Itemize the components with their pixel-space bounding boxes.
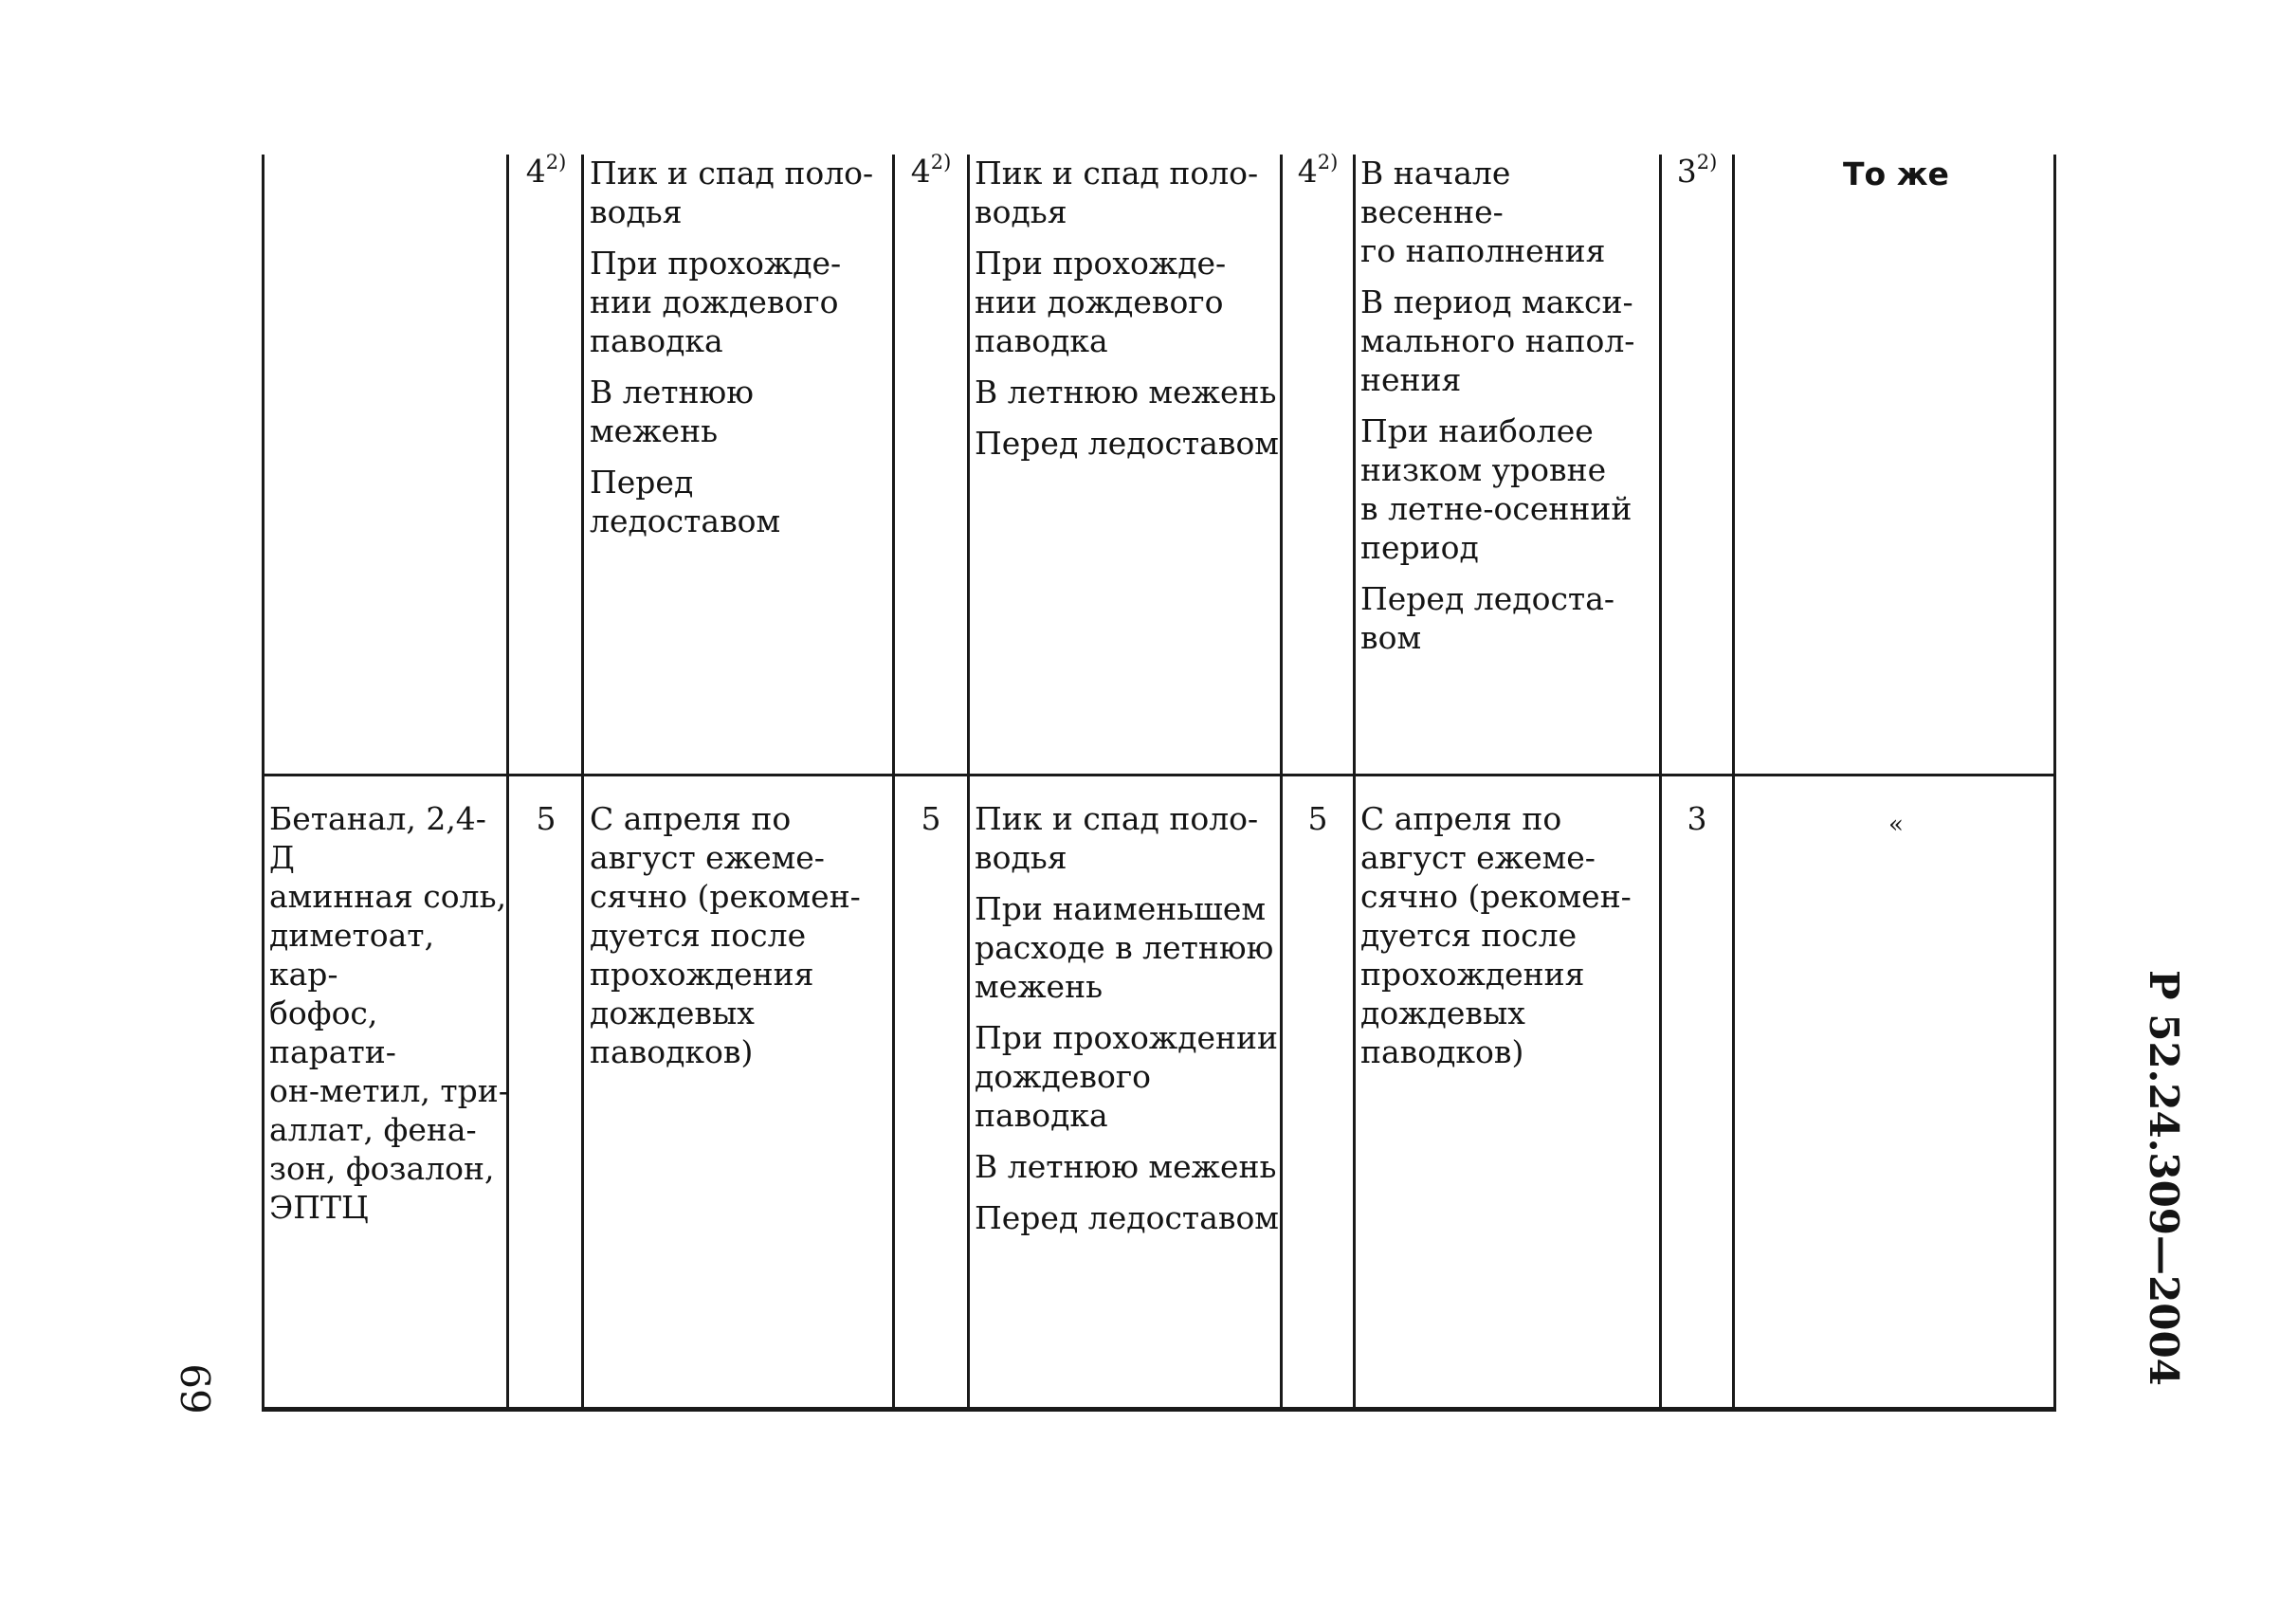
column-divider [581,155,584,1408]
row1-periods-1: Пик и спад поло- водья При прохожде- нии дождевого паводка В летнюю межень Перед ледоставом [590,155,874,539]
row1-periods-2: Пик и спад поло- водья При прохожде- нии дождевого паводка В летнюю межень Перед ледоставом [975,155,1279,462]
document-code: Р 52.24.309—2004 [2141,970,2187,1386]
row-divider [262,774,2056,776]
column-divider [1353,155,1356,1408]
row2-substance-list: Бетанал, 2,4-Д аминная соль, диметоат, кар- бофос, парати- он-метил, три- аллат, фена- зон, фозалон, ЭПТЦ [269,800,509,1226]
row2-periods-3: С апреля по август ежеме- сячно (рекомен- дуется после прохождения дождевых паводков) [1360,800,1632,1070]
row2-periods-1: С апреля по август ежеме- сячно (рекомен- дуется после прохождения дождевых паводков) [590,800,861,1070]
row2-frequency-4: 3 [1687,800,1707,837]
row1-periods-3: В начале весенне- го наполнения В период макси- мального напол- нения При наиболее низком уровне в летне-осенний период Перед ледоста- вом [1360,155,1635,656]
column-divider [967,155,970,1408]
table-right-border [2053,155,2056,1408]
row2-frequency-2: 5 [921,800,941,837]
page-number: 69 [172,1363,218,1414]
column-divider [1280,155,1283,1408]
row1-frequency-4: 3$^{2)}$ [1676,151,1718,190]
row1-frequency-2: 4$^{2)}$ [910,151,952,190]
row2-frequency-1: 5 [536,800,556,837]
row1-same-as-text: То же [1843,155,1949,192]
column-divider [1732,155,1735,1408]
row2-periods-2: Пик и спад поло- водья При наименьшем расходе в летнюю межень При прохождении дождевого паводка В летнюю межень Перед ледоставом [975,800,1279,1236]
row1-frequency-3: 4$^{2)}$ [1297,151,1339,190]
row2-frequency-3: 5 [1307,800,1328,837]
table-left-border [262,155,264,1408]
row2-ditto-mark: « [1888,811,1904,839]
table-bottom-border [262,1407,2056,1412]
row1-frequency-1: 4$^{2)}$ [525,151,567,190]
